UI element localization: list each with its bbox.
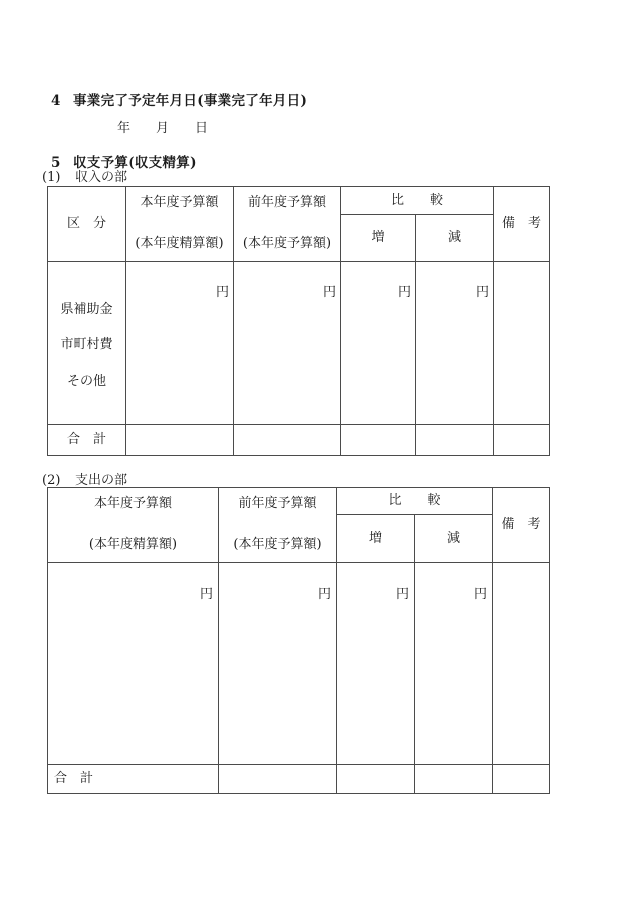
- table-row: [48, 765, 550, 794]
- total-label-cell: 合 計: [48, 765, 219, 794]
- completion-date-fields: 年 月 日: [117, 121, 209, 136]
- total-amount-cell-decrease: [416, 425, 494, 456]
- currency-unit: 円: [199, 587, 213, 602]
- category-list-cell: [48, 262, 126, 425]
- expense-part-title: 支出の部: [75, 473, 128, 488]
- income-part-title: 収入の部: [75, 170, 128, 185]
- previous-year-label: 前年度予算額: [247, 195, 326, 210]
- remarks-cell: [493, 563, 550, 765]
- current-year-sublabel: (本年度精算額): [88, 537, 178, 552]
- income-part-label: [42, 171, 127, 185]
- total-amount-cell-increase: [341, 425, 416, 456]
- total-amount-cell-increase: [337, 765, 415, 794]
- header-cell-remarks: 備 考: [494, 187, 550, 262]
- header-cell-category: 区 分: [48, 187, 126, 262]
- table-row: [48, 425, 550, 456]
- section-4-title: 事業完了予定年月日(事業完了年月日): [73, 93, 308, 109]
- amount-cell-previous-year: [219, 563, 337, 765]
- currency-unit: 円: [215, 285, 229, 300]
- currency-unit: 円: [474, 587, 488, 602]
- category-other: その他: [66, 374, 106, 389]
- amount-cell-increase: [341, 262, 416, 425]
- previous-year-label: 前年度予算額: [238, 496, 317, 511]
- header-cell-increase: 増: [341, 215, 416, 262]
- section-5-heading: [51, 156, 197, 170]
- previous-year-sublabel: (本年度予算額): [242, 236, 332, 251]
- remarks-cell: [494, 262, 550, 425]
- header-cell-previous-year: [219, 488, 337, 563]
- expense-table: [47, 487, 550, 794]
- header-cell-current-year: [48, 488, 219, 563]
- section-4-heading: [51, 94, 307, 108]
- header-cell-previous-year: [234, 187, 341, 262]
- header-cell-comparison: 比 較: [341, 187, 494, 215]
- income-table: [47, 186, 550, 456]
- category-municipal-expense: 市町村費: [60, 337, 113, 352]
- header-cell-decrease: 減: [415, 515, 493, 563]
- amount-cell-current-year: [126, 262, 234, 425]
- section-5-title: 収支予算(収支精算): [73, 155, 197, 171]
- expense-part-number: (2): [42, 473, 61, 488]
- currency-unit: 円: [476, 285, 490, 300]
- table-row: [48, 262, 550, 425]
- previous-year-sublabel: (本年度予算額): [233, 537, 322, 552]
- section-4-number: 4: [51, 93, 61, 109]
- amount-cell-increase: [337, 563, 415, 765]
- header-cell-decrease: 減: [416, 215, 494, 262]
- amount-cell-decrease: [416, 262, 494, 425]
- current-year-label: 本年度予算額: [93, 496, 172, 511]
- total-amount-cell-current-year: [126, 425, 234, 456]
- current-year-label: 本年度予算額: [140, 195, 219, 210]
- currency-unit: 円: [317, 587, 331, 602]
- header-cell-current-year: [126, 187, 234, 262]
- header-cell-increase: 増: [337, 515, 415, 563]
- current-year-sublabel: (本年度精算額): [135, 236, 224, 251]
- amount-cell-previous-year: [234, 262, 341, 425]
- total-amount-cell-previous-year: [234, 425, 341, 456]
- amount-cell-decrease: [415, 563, 493, 765]
- expense-part-label: [42, 474, 127, 488]
- header-cell-comparison: 比 較: [337, 488, 493, 515]
- currency-unit: 円: [395, 587, 409, 602]
- table-row: [48, 563, 550, 765]
- total-remarks-cell: [494, 425, 550, 456]
- total-label-cell: 合 計: [48, 425, 126, 456]
- income-part-number: (1): [42, 170, 61, 185]
- table-row: [48, 488, 550, 515]
- currency-unit: 円: [397, 285, 411, 300]
- amount-cell-current-year: [48, 563, 219, 765]
- section-5-number: 5: [51, 155, 61, 171]
- total-amount-cell-previous-year: [219, 765, 337, 794]
- total-amount-cell-decrease: [415, 765, 493, 794]
- table-row: [48, 187, 550, 215]
- header-cell-remarks: 備 考: [493, 488, 550, 563]
- total-remarks-cell: [493, 765, 550, 794]
- category-prefecture-subsidy: 県補助金: [60, 302, 113, 317]
- currency-unit: 円: [322, 285, 336, 300]
